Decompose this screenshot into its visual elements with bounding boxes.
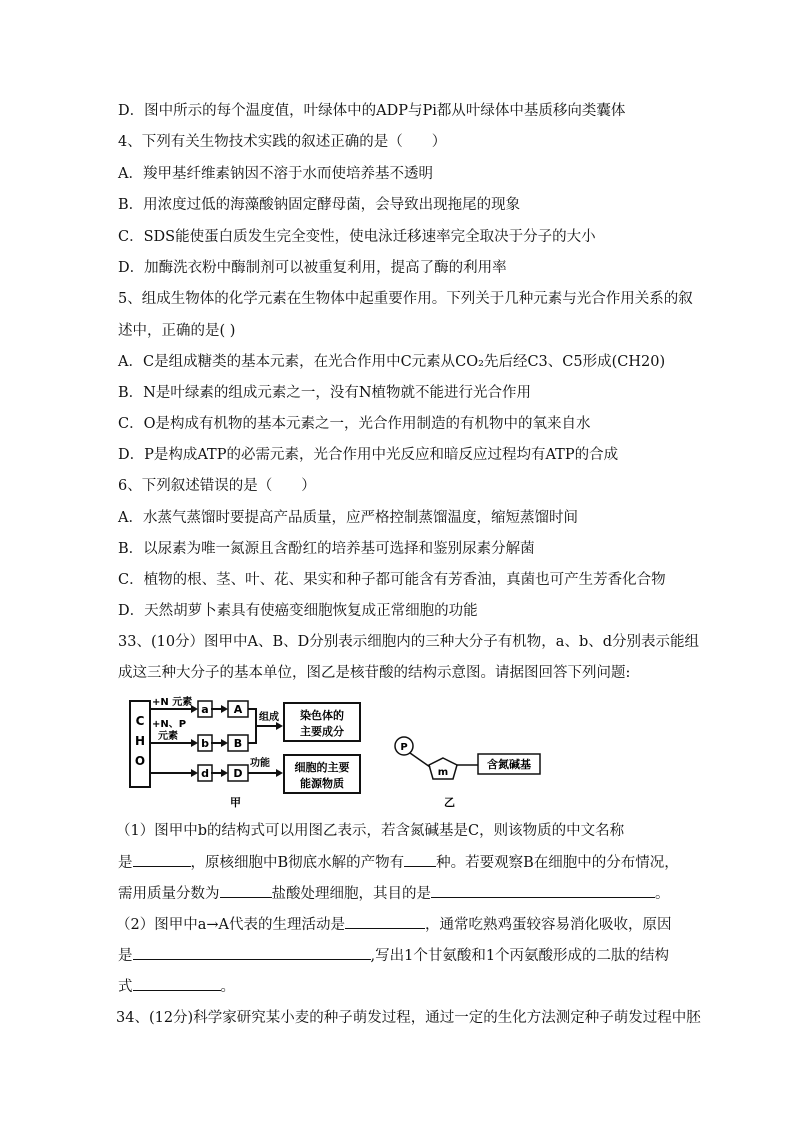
label-jia: 甲 [230, 796, 241, 809]
text-line: C．SDS能使蛋白质发生完全变性，使电泳迁移速率完全取决于分子的大小 [118, 229, 596, 245]
text-line: A．羧甲基纤维素钠因不溶于水而使培养基不透明 [118, 166, 433, 182]
text-fragment: 盐酸处理细胞，其目的是 [271, 886, 431, 902]
answer-blank[interactable] [133, 945, 371, 960]
np-element-label-1: +N、P [152, 719, 187, 730]
text-fragment: 是 [118, 948, 133, 964]
box2-line1: 细胞的主要 [294, 761, 350, 774]
text-fragment: 种。若要观察B在细胞中的分布情况， [436, 855, 679, 871]
q33-part2-line2 [118, 945, 669, 966]
element-o: O [134, 754, 146, 768]
question-4: 4、下列有关生物技术实践的叙述正确的是（ ） [118, 134, 447, 150]
text-fragment: 式 [118, 979, 133, 995]
label-base: 含氮碱基 [487, 758, 531, 771]
label-p: P [400, 742, 408, 753]
text-line: B．用浓度过低的海藻酸钠固定酵母菌，会导致出现拖尾的现象 [118, 197, 521, 213]
text-line: C．O是构成有机物的基本元素之一，光合作用制造的有机物中的氧来自水 [118, 416, 591, 432]
q33-part1-line3 [118, 883, 670, 904]
text-line: 成这三种大分子的基本单位，图乙是核苷酸的结构示意图。请据图回答下列问题: [118, 665, 631, 681]
question-6: 6、下列叙述错误的是（ ） [118, 478, 316, 494]
q33-part2-line3 [118, 976, 235, 997]
text-line: 述中，正确的是( ) [118, 323, 236, 339]
answer-blank[interactable] [404, 852, 436, 867]
text-fragment: ,写出1个甘氨酸和1个丙氨酸形成的二肽的结构 [370, 948, 670, 964]
answer-blank[interactable] [133, 852, 191, 867]
element-c: C [135, 714, 145, 728]
text-line: A．水蒸气蒸馏时要提高产品质量，应严格控制蒸馏温度，缩短蒸馏时间 [118, 510, 578, 526]
text-fragment: 是 [118, 855, 133, 871]
question-5: 5、组成生物体的化学元素在生物体中起重要作用。下列关于几种元素与光合作用关系的叙 [118, 291, 693, 307]
answer-blank[interactable] [133, 976, 221, 991]
np-element-label-2: 元素 [158, 731, 178, 742]
answer-blank[interactable] [345, 914, 425, 929]
text-fragment: ，通常吃熟鸡蛋较容易消化吸收，原因 [425, 917, 672, 933]
text-fragment: 。 [655, 886, 670, 902]
text-line: B．以尿素为唯一氮源且含酚红的培养基可选择和鉴别尿素分解菌 [118, 541, 535, 557]
label-d: d [201, 767, 209, 780]
answer-blank[interactable] [220, 883, 272, 898]
figure-diagram [128, 693, 548, 813]
label-big-a: A [233, 703, 243, 716]
text-fragment: ，原核细胞中B彻底水解的产物有 [190, 855, 405, 871]
label-zucheng: 组成 [259, 712, 279, 723]
text-line: C．植物的根、茎、叶、花、果实和种子都可能含有芳香油，真菌也可产生芳香化合物 [118, 572, 666, 588]
label-b: b [201, 737, 209, 750]
text-fragment: 。 [220, 979, 235, 995]
label-big-b: B [233, 737, 243, 750]
box2-line2: 能源物质 [300, 777, 344, 790]
text-fragment: 需用质量分数为 [118, 886, 220, 902]
box1-line1: 染色体的 [300, 709, 344, 722]
box1-line2: 主要成分 [300, 725, 344, 738]
text-line: B．N是叶绿素的组成元素之一，没有N植物就不能进行光合作用 [118, 385, 532, 401]
element-h: H [134, 734, 146, 748]
answer-blank[interactable] [431, 883, 655, 898]
label-yi: 乙 [444, 796, 455, 809]
text-fragment: （2）图甲中a→A代表的生理活动是 [116, 917, 345, 933]
q33-part2-line1 [116, 914, 672, 935]
question-34: 34、(12分)科学家研究某小麦的种子萌发过程，通过一定的生化方法测定种子萌发过程中胚 [116, 1010, 701, 1026]
label-big-d: D [233, 767, 243, 780]
bond-p-m [410, 753, 430, 767]
text-line: D．天然胡萝卜素具有使癌变细胞恢复成正常细胞的功能 [118, 603, 478, 619]
text-line: D．加酶洗衣粉中酶制剂可以被重复利用，提高了酶的利用率 [118, 260, 507, 276]
label-a: a [201, 703, 209, 716]
q33-part1-line2 [118, 852, 679, 873]
text-line: A．C是组成糖类的基本元素，在光合作用中C元素从CO₂先后经C3、C5形成(CH20) [118, 354, 666, 370]
label-gongneng: 功能 [250, 758, 270, 769]
text-line: D．图中所示的每个温度值，叶绿体中的ADP与Pi都从叶绿体中基质移向类囊体 [118, 103, 626, 119]
n-element-label: +N 元素 [152, 697, 193, 708]
text-line: D．P是构成ATP的必需元素，光合作用中光反应和暗反应过程均有ATP的合成 [118, 447, 619, 463]
question-33: 33、(10分）图甲中A、B、D分别表示细胞内的三种大分子有机物，a、b、d分别表示能组 [118, 634, 700, 650]
q33-part1-line1: （1）图甲中b的结构式可以用图乙表示，若含氮碱基是C，则该物质的中文名称 [116, 823, 625, 839]
label-m: m [437, 767, 449, 778]
